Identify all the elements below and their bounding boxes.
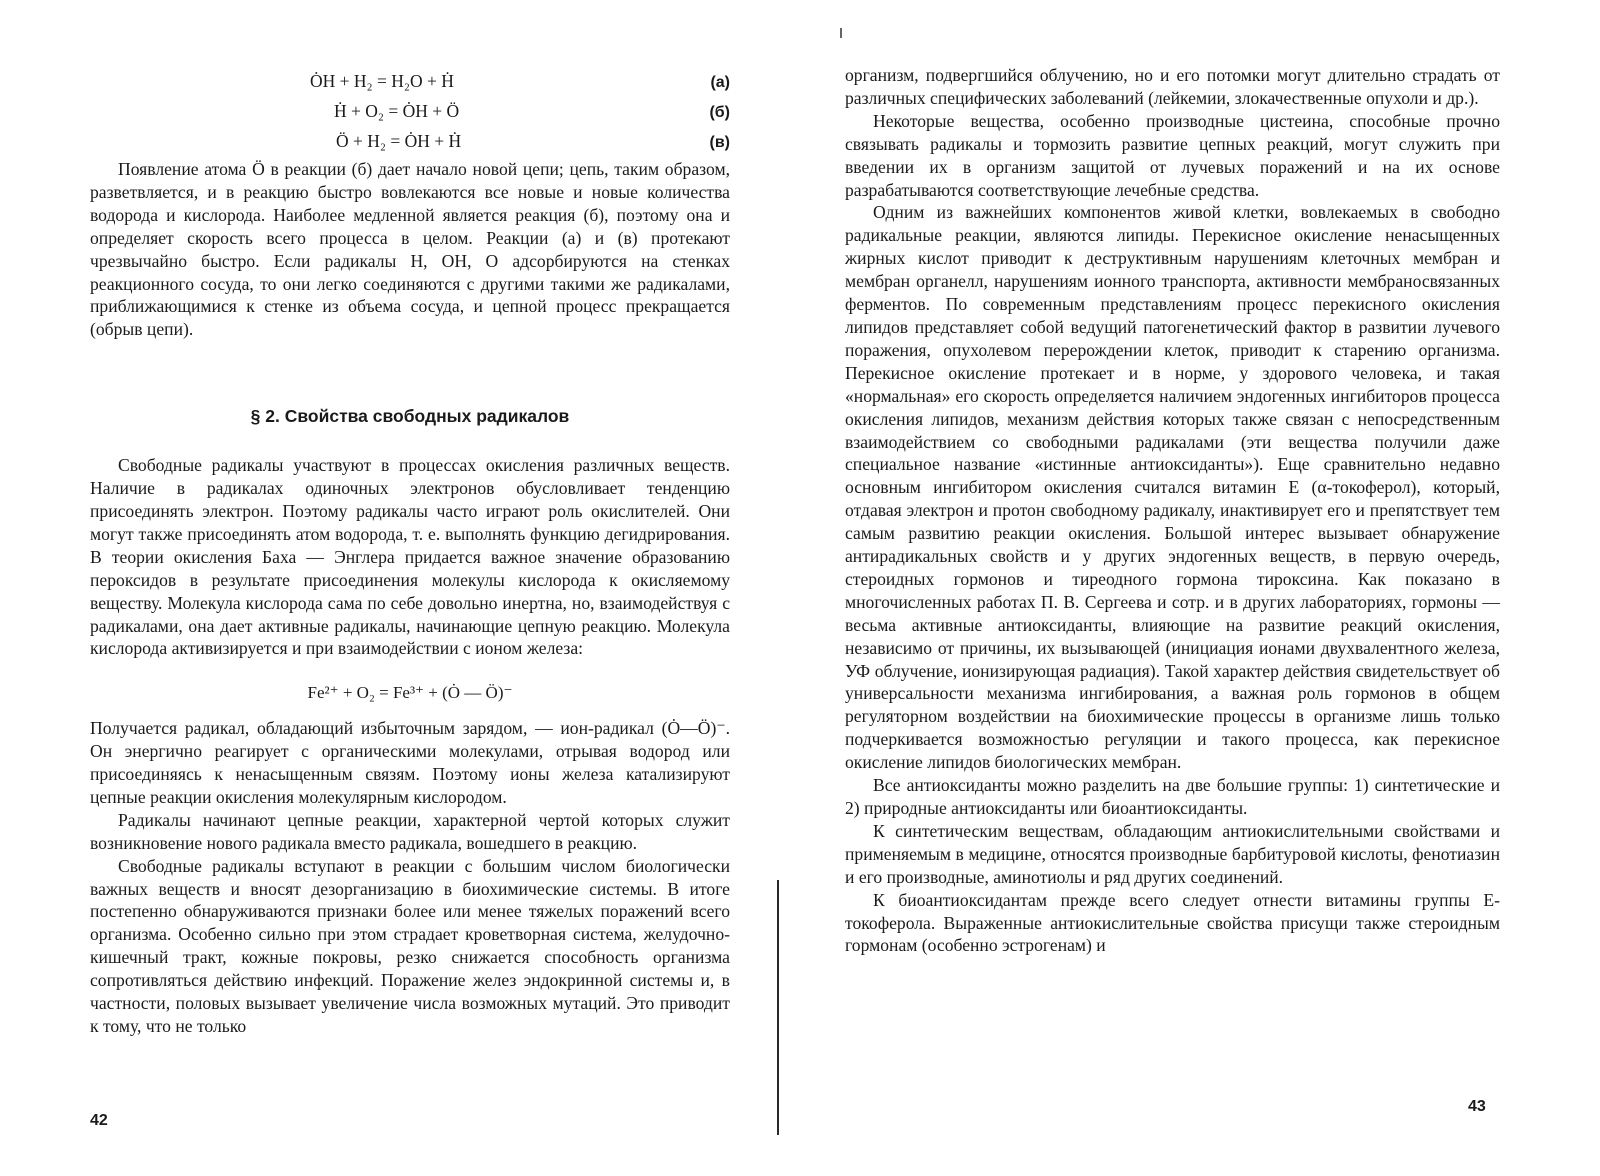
equation-tag: (б) [709, 104, 730, 121]
paragraph: Радикалы начинают цепные реакции, характерной чертой которых служит возникновение нового радикала вместо радикала, вошедшего в реакцию. [90, 809, 730, 853]
gutter-line [777, 880, 779, 1135]
paragraph: Все антиоксиданты можно разделить на две большие группы: 1) синтетические и 2) природные антиоксиданты или биоантиоксиданты. [845, 775, 1500, 818]
equation-tag: (в) [709, 134, 730, 151]
paragraph: Получается радикал, обладающий избыточным зарядом, — ион-радикал (Ȯ—Ö)⁻. Он энергично реагирует с органическими молекулами, отрывая водород или присоединяясь к ненасыщенным связям. Поэтому ионы железа катализируют цепные реакции окисления молекулярным кислородом. [90, 718, 730, 807]
page-number: 42 [90, 1112, 108, 1129]
paragraph: Появление атома Ö в реакции (б) дает начало новой цепи; цепь, таким образом, разветвляется, и в реакцию быстро вовлекаются все новые и новые количества водорода и кислорода. Наиболее медленной является реакция (б), поэтому она и определяет скорость всего процесса в целом. Реакции (а) и (в) протекают чрезвычайно быстро. Если радикалы H, OH, O адсорбируются на стенках реакционного сосуда, то они легко соединяются с другими такими же радикалами, приближающимися к стенке из объема сосуда, и цепной процесс прекращается (обрыв цепи). [90, 159, 730, 340]
paragraph: Свободные радикалы участвуют в процессах окисления различных веществ. Наличие в радикалах одиночных электронов обусловливает тенденцию присоединять электрон. Поэтому радикалы часто играют роль окислителей. Они могут также присоединять атом водорода, т. е. выполнять функцию дегидрирования. В теории окисления Баха — Энглера придается важное значение образованию пероксидов в результате присоединения молекулы кислорода к окисляемому веществу. Молекула кислорода сама по себе довольно инертна, но, взаимодействуя с радикалами, она дает активные радикалы, начинающие цепную реакцию. Молекула кислорода активизируется и при взаимодействии с ионом железа: [90, 455, 730, 659]
right-page [790, 0, 1600, 1176]
paragraph: Одним из важнейших компонентов живой клетки, вовлекаемых в свободно радикальные реакции, являются липиды. Перекисное окисление ненасыщенных жирных кислот приводит к деструктивным нарушениям клеточных мембран и мембран органелл, нарушениям ионного транспорта, активности мембраносвязанных ферментов. По современным представлениям процесс перекисного окисления липидов представляет собой ведущий патогенетический фактор в развитии лучевого поражения, опухолевом перерождении клеток, приводит к старению организма. Перекисное окисление протекает и в норме, у здорового человека, и такая «нормальная» его скорость определяется наличием эндогенных ингибиторов процесса окисления липидов, механизм действия которых также связан с непосредственным взаимодействием со свободными радикалами (эти вещества получили даже специальное название «истинные антиоксиданты»). Еще сравнительно недавно основным ингибитором окисления считался витамин E (α-токоферол), который, отдавая электрон и протон свободному радикалу, инактивирует его и препятствует тем самым развитию реакции окисления. Большой интерес вызывает обнаружение антирадикальных свойств и у других эндогенных веществ, в первую очередь, стероидных гормонов и тиреодного гормона тироксина. Как показано в многочисленных работах П. В. Сергеева и сотр. и в других лабораториях, гормоны — весьма активные антиоксиданты, влияющие на развитие реакций окисления, независимо от причины, их вызывающей (инициация ионами двухвалентного железа, УФ облучение, ионизирующая радиация). Такой характер действия свидетельствует об универсальности механизма ингибирования, а важная роль гормонов в общем регуляторном воздействии на биохимические процессы в организме лишь только подчеркивается возможностью регуляции и такого процесса, как перекисное окисление липидов биологических мембран. [845, 202, 1500, 773]
iron-equation: Fe²⁺ + O₂ = Fe³⁺ + (Ȯ — Ö)⁻ [307, 683, 513, 703]
equation-b [90, 94, 730, 124]
equation-tag: (а) [710, 74, 730, 91]
section-title: § 2. Свойства свободных радикалов [250, 406, 570, 427]
paragraph: Свободные радикалы вступают в реакции с большим числом биологически важных веществ и вносят дезорганизацию в биохимические системы. В итоге постепенно обнаруживаются признаки более или менее тяжелых поражений всего организма. Особенно сильно при этом страдает кроветворная система, желудочно-кишечный тракт, кожные покровы, резко снижается способность организма сопротивляться действию инфекций. Поражение желез эндокринной системы и, в частности, половых вызывает увеличение числа возможных мутаций. Это приводит к тому, что не только [90, 855, 730, 1036]
equation-formula: Ö + H₂ = ȮH + Ḣ [336, 131, 462, 151]
right-column [845, 64, 1500, 957]
equation-a [90, 64, 730, 94]
paragraph: К биоантиоксидантам прежде всего следует отнести витамины группы E-токоферола. Выраженные антиокислительные свойства присущи также стероидным гормонам (особенно эстрогенам) и [845, 889, 1500, 956]
equation-formula: ȮH + H₂ = H₂O + Ḣ [310, 71, 454, 91]
page-number: 43 [1468, 1098, 1486, 1115]
paragraph: К синтетическим веществам, обладающим антиокислительными свойствами и применяемым в медицине, относятся производные барбитуровой кислоты, фенотиазин и его производные, аминотиолы и ряд других соединений. [845, 820, 1500, 887]
equation-formula: Ḣ + O₂ = ȮH + Ö [334, 101, 460, 121]
equation-c [90, 124, 730, 154]
left-column [90, 64, 730, 1038]
left-page [0, 0, 790, 1176]
paragraph: организм, подвергшийся облучению, но и его потомки могут длительно страдать от различных специфических заболеваний (лейкемии, злокачественные опухоли и др.). [845, 65, 1500, 108]
paragraph: Некоторые вещества, особенно производные цистеина, способные прочно связывать радикалы и тормозить развитие цепных реакций, могут служить при введении их в организм защитой от лучевых поражений и на их основе разрабатываются соответствующие лечебные средства. [845, 110, 1500, 200]
